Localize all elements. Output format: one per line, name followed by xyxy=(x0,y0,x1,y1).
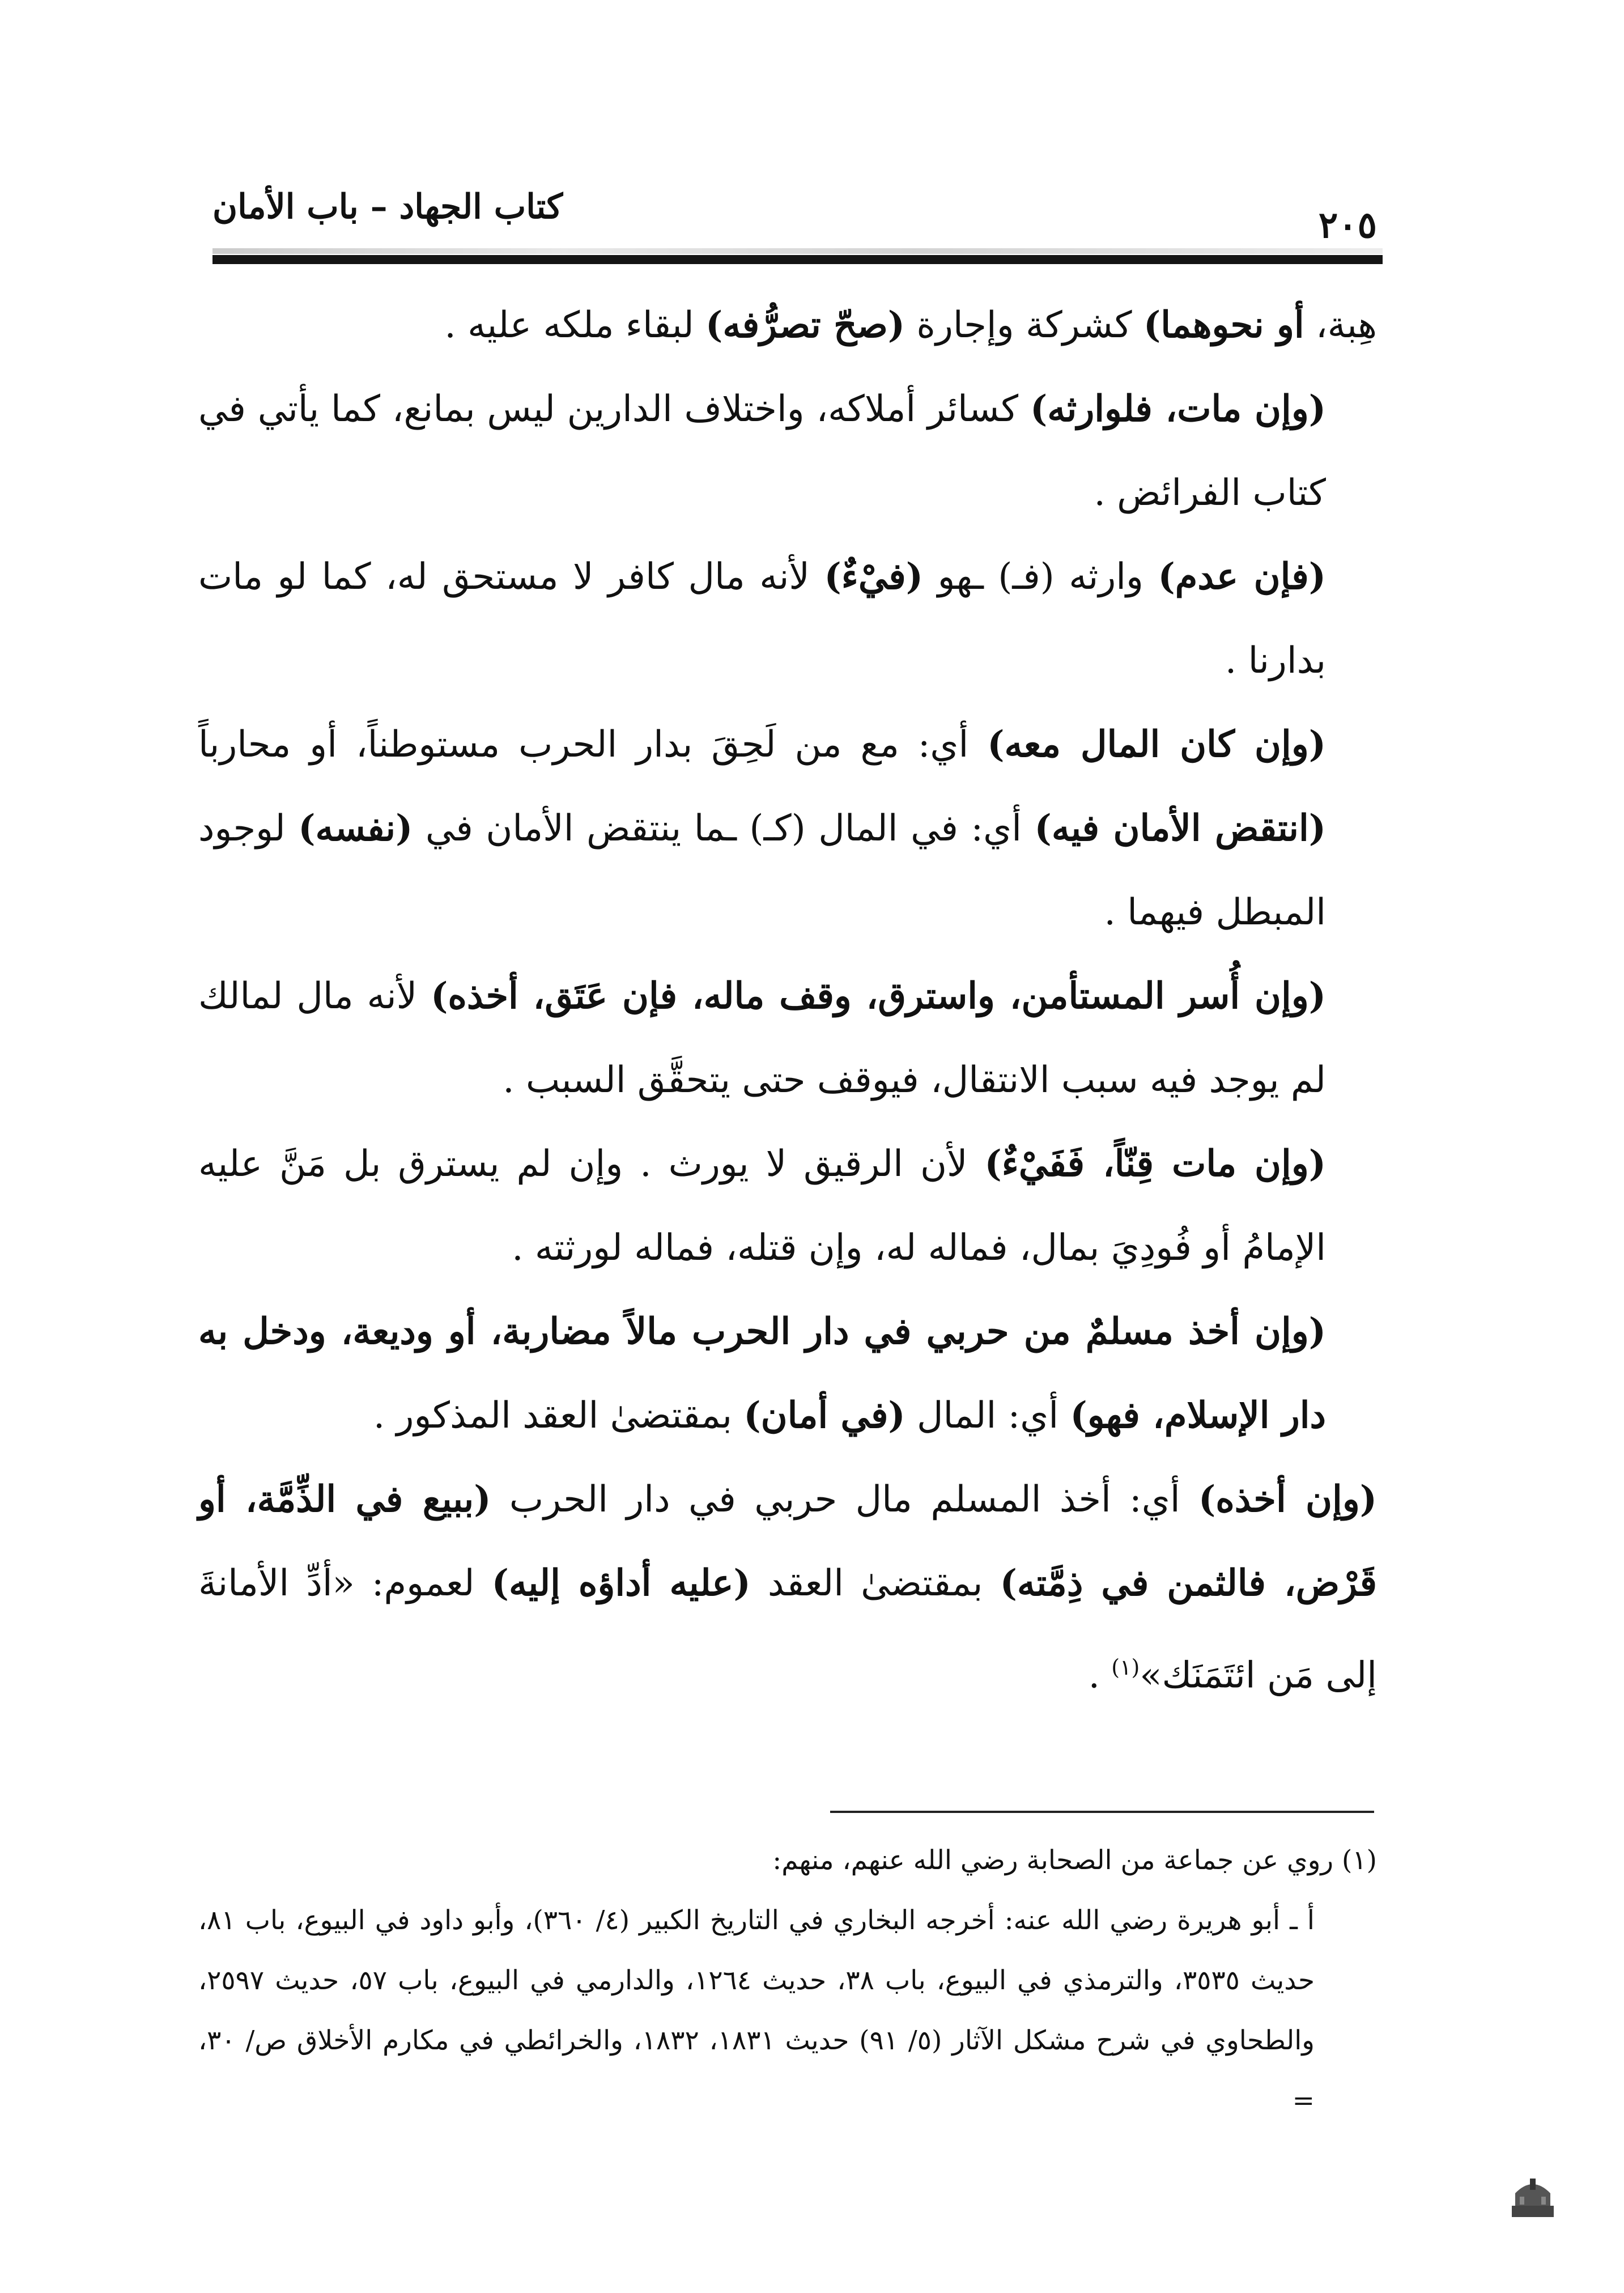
sharh-text: بمقتضىٰ العقد المذكور . xyxy=(373,1395,744,1437)
sharh-text: بمقتضىٰ العقد xyxy=(750,1562,1000,1604)
sharh-text: أي: في المال (كـ) ـما ينتقض الأمان في xyxy=(413,808,1035,850)
matn-text: (عليه أداؤه إليه) xyxy=(491,1562,751,1604)
matn-text: (صحّ تصرُّفه) xyxy=(705,304,905,346)
sharh-text: لأن الرقيق لا يورث . وإن لم يسترق بل مَنَّ عليه الإمامُ أو فُودِيَ بمال، فماله له، وإن قتله، فماله لورثته . xyxy=(198,1143,1326,1269)
sharh-text: كشركة وإجارة xyxy=(905,304,1143,346)
sharh-text: أي: أخذ المسلم مال حربي في دار الحرب xyxy=(491,1479,1198,1521)
paragraph xyxy=(198,283,1377,367)
footnote-ref: (١) xyxy=(1111,1655,1140,1680)
sharh-text: هِبة، xyxy=(1304,304,1377,346)
paragraph xyxy=(198,535,1377,703)
sharh-text: . xyxy=(1088,1654,1112,1697)
sharh-text: لأنه مال لمالك لم يوجد فيه سبب الانتقال، فيوقف حتى يتحقَّق السبب . xyxy=(198,975,1326,1101)
sharh-text: أي: مع من لَحِقَ بدار الحرب مستوطناً، أو محارباً xyxy=(198,724,988,766)
paragraph xyxy=(198,1290,1377,1458)
matn-text: (في أمان) xyxy=(743,1394,905,1437)
matn-text: أو نحوهما) xyxy=(1143,304,1304,346)
running-header xyxy=(212,170,1383,278)
matn-text: (وإن أُسر المستأمن، واسترق، وقف ماله، فإن عَتَق، أخذه) xyxy=(431,975,1327,1017)
paragraph xyxy=(198,954,1377,1122)
matn-text: (فيْءٌ) xyxy=(824,555,924,598)
page-number: ٢٠٥ xyxy=(1318,204,1377,247)
sharh-text: وارثه (فـ) ـهو xyxy=(923,556,1158,598)
matn-text: (وإن مات قِنّاً، فَفَيْءٌ) xyxy=(984,1143,1327,1185)
paragraph xyxy=(198,367,1377,535)
sharh-text: لأنه مال كافر لا مستحق له، كما لو مات بدارنا . xyxy=(198,556,1326,682)
matn-text: (وإن أخذه) xyxy=(1198,1478,1377,1521)
matn-text: (وإن أخذ مسلمٌ من حربي في دار الحرب مالاً مضاربة، أو وديعة، ودخل به دار الإسلام، فهو) xyxy=(198,1310,1327,1437)
footnote-separator xyxy=(830,1811,1374,1813)
sharh-text: كسائر أملاكه، واختلاف الدارين ليس بمانع، كما يأتي في كتاب الفرائض . xyxy=(198,388,1326,514)
matn-text: (فإن عدم) xyxy=(1158,555,1327,598)
chapter-title: كتاب الجهاد – باب الأمان xyxy=(212,187,563,227)
matn-text: (انتقض الأمان فيه) xyxy=(1034,807,1327,850)
sharh-text: لوجود المبطل فيهما . xyxy=(198,808,1326,933)
sharh-text: أي: المال xyxy=(905,1395,1070,1437)
footnote-line: (١) روي عن جماعة من الصحابة رضي الله عنهم، منهم: xyxy=(772,1845,1377,1876)
publisher-mark-icon xyxy=(1507,2171,1558,2222)
sharh-text: لبقاء ملكه عليه . xyxy=(444,304,706,346)
matn-text: (وإن مات، فلوارثه) xyxy=(1030,388,1327,430)
footnotes xyxy=(198,1831,1377,2131)
header-rule xyxy=(212,255,1383,264)
sharh-text: لعموم: «أدِّ الأمانةَ إلى مَن ائتَمَنَك» xyxy=(198,1562,1377,1697)
paragraph xyxy=(198,1122,1377,1290)
paragraph xyxy=(198,703,1377,954)
matn-text: (نفسه) xyxy=(298,807,413,850)
matn-text: (وإن كان المال معه) xyxy=(987,723,1327,766)
matn-text: (ببيع في الذِّمَّة، أو قَرْض، فالثمن في ذِمَّته) xyxy=(198,1478,1378,1604)
main-text xyxy=(198,283,1377,1717)
paragraph xyxy=(198,1458,1377,1717)
footnote-line: أ ـ أبو هريرة رضي الله عنه: أخرجه البخاري في التاريخ الكبير (٤/ ٣٦٠)، وأبو داود في البيوع، باب ٨١، حديث ٣٥٣٥، والترمذي في البيوع، باب ٣٨، حديث ١٢٦٤، والدارمي في البيوع، باب ٥٧، حديث ٢٥٩٧، والطحاوي في شرح مشكل الآثار (٥/ ٩١) حديث ١٨٣١، ١٨٣٢، والخرائطي في مكارم الأخلاق ص/ ٣٠، = xyxy=(198,1905,1315,2116)
